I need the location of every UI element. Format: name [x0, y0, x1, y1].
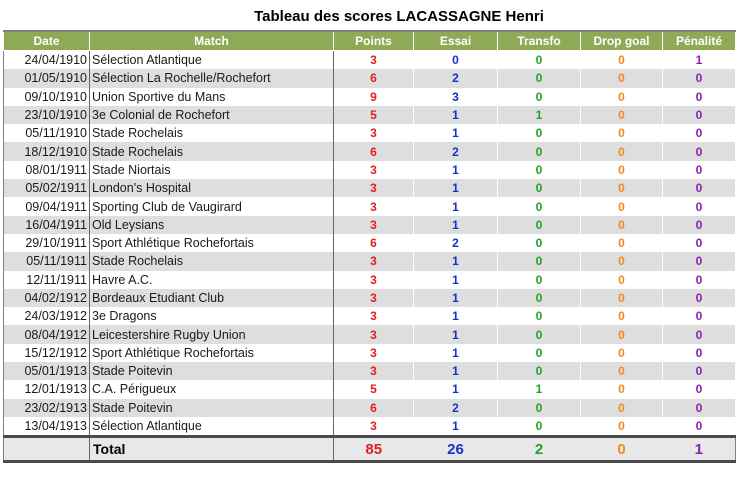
cell-drop-goal: 0 [581, 271, 663, 289]
cell-date: 09/04/1911 [4, 197, 90, 215]
cell-date: 23/02/1913 [4, 399, 90, 417]
table-row [4, 88, 736, 106]
header-penalite: Pénalité [663, 31, 736, 51]
cell-penalite: 0 [663, 252, 736, 270]
cell-penalite: 0 [663, 142, 736, 160]
cell-penalite: 1 [663, 51, 736, 70]
table-title: Tableau des scores LACASSAGNE Henri [254, 8, 544, 25]
cell-transfo: 0 [498, 271, 581, 289]
cell-transfo: 0 [498, 399, 581, 417]
cell-penalite: 0 [663, 344, 736, 362]
cell-date: 09/10/1910 [4, 88, 90, 106]
cell-match: Sporting Club de Vaugirard [90, 197, 334, 215]
table-row [4, 69, 736, 87]
table-row [4, 106, 736, 124]
cell-date: 12/01/1913 [4, 380, 90, 398]
header-match: Match [90, 31, 334, 51]
cell-drop-goal: 0 [581, 179, 663, 197]
cell-match: Sélection Atlantique [90, 417, 334, 437]
cell-drop-goal: 0 [581, 399, 663, 417]
cell-date: 24/04/1910 [4, 51, 90, 70]
cell-points: 3 [334, 307, 414, 325]
cell-penalite: 0 [663, 69, 736, 87]
cell-essai: 1 [414, 106, 498, 124]
cell-transfo: 0 [498, 234, 581, 252]
cell-penalite: 0 [663, 106, 736, 124]
cell-points: 3 [334, 197, 414, 215]
cell-date: 23/10/1910 [4, 106, 90, 124]
header-transfo: Transfo [498, 31, 581, 51]
cell-essai: 2 [414, 234, 498, 252]
cell-match: Stade Rochelais [90, 142, 334, 160]
table-row [4, 197, 736, 215]
table-row [4, 344, 736, 362]
cell-date: 05/01/1913 [4, 362, 90, 380]
cell-points: 3 [334, 344, 414, 362]
cell-penalite: 0 [663, 197, 736, 215]
cell-date: 15/12/1912 [4, 344, 90, 362]
cell-points: 6 [334, 142, 414, 160]
table-row [4, 417, 736, 437]
header-row [4, 31, 736, 51]
cell-transfo: 0 [498, 289, 581, 307]
cell-penalite: 0 [663, 234, 736, 252]
cell-essai: 0 [414, 51, 498, 70]
cell-match: Stade Rochelais [90, 124, 334, 142]
cell-transfo: 0 [498, 307, 581, 325]
score-sheet [3, 4, 735, 463]
cell-drop-goal: 0 [581, 289, 663, 307]
cell-points: 3 [334, 271, 414, 289]
cell-points: 3 [334, 362, 414, 380]
cell-drop-goal: 0 [581, 142, 663, 160]
cell-essai: 1 [414, 124, 498, 142]
header-essai: Essai [414, 31, 498, 51]
cell-transfo: 0 [498, 362, 581, 380]
cell-date: 08/01/1911 [4, 161, 90, 179]
cell-date: 18/12/1910 [4, 142, 90, 160]
cell-transfo: 1 [498, 106, 581, 124]
cell-penalite: 0 [663, 88, 736, 106]
cell-essai: 1 [414, 325, 498, 343]
cell-transfo: 0 [498, 344, 581, 362]
header-drop-goal: Drop goal [581, 31, 663, 51]
cell-points: 3 [334, 216, 414, 234]
cell-drop-goal: 0 [581, 106, 663, 124]
total-blank-cell [4, 437, 90, 462]
cell-points: 3 [334, 252, 414, 270]
cell-match: Leicestershire Rugby Union [90, 325, 334, 343]
scores-table [3, 30, 736, 463]
cell-transfo: 0 [498, 417, 581, 437]
cell-match: Sport Athlétique Rochefortais [90, 344, 334, 362]
cell-penalite: 0 [663, 362, 736, 380]
cell-transfo: 0 [498, 69, 581, 87]
total-penalite: 1 [663, 437, 736, 462]
cell-essai: 1 [414, 362, 498, 380]
cell-drop-goal: 0 [581, 362, 663, 380]
cell-essai: 1 [414, 307, 498, 325]
table-row [4, 124, 736, 142]
cell-drop-goal: 0 [581, 325, 663, 343]
table-row [4, 161, 736, 179]
cell-points: 6 [334, 234, 414, 252]
cell-match: Sport Athlétique Rochefortais [90, 234, 334, 252]
cell-essai: 1 [414, 252, 498, 270]
cell-essai: 2 [414, 69, 498, 87]
cell-drop-goal: 0 [581, 161, 663, 179]
table-row [4, 399, 736, 417]
cell-drop-goal: 0 [581, 252, 663, 270]
cell-drop-goal: 0 [581, 307, 663, 325]
cell-drop-goal: 0 [581, 216, 663, 234]
cell-match: London's Hospital [90, 179, 334, 197]
cell-points: 3 [334, 179, 414, 197]
cell-essai: 1 [414, 380, 498, 398]
cell-transfo: 0 [498, 325, 581, 343]
cell-points: 3 [334, 51, 414, 70]
table-row [4, 325, 736, 343]
cell-match: C.A. Périgueux [90, 380, 334, 398]
cell-match: Sélection Atlantique [90, 51, 334, 70]
cell-points: 6 [334, 69, 414, 87]
cell-points: 3 [334, 289, 414, 307]
cell-essai: 1 [414, 197, 498, 215]
cell-essai: 1 [414, 161, 498, 179]
table-row [4, 234, 736, 252]
total-label: Total [90, 437, 334, 462]
table-row [4, 307, 736, 325]
cell-points: 5 [334, 106, 414, 124]
cell-penalite: 0 [663, 271, 736, 289]
cell-essai: 1 [414, 216, 498, 234]
cell-match: Union Sportive du Mans [90, 88, 334, 106]
cell-essai: 1 [414, 289, 498, 307]
cell-date: 05/11/1911 [4, 252, 90, 270]
scores-body [4, 51, 736, 437]
cell-date: 13/04/1913 [4, 417, 90, 437]
cell-penalite: 0 [663, 216, 736, 234]
total-points: 85 [334, 437, 414, 462]
cell-transfo: 0 [498, 179, 581, 197]
cell-transfo: 0 [498, 252, 581, 270]
cell-points: 6 [334, 399, 414, 417]
cell-match: Stade Poitevin [90, 362, 334, 380]
cell-match: Sélection La Rochelle/Rochefort [90, 69, 334, 87]
cell-penalite: 0 [663, 179, 736, 197]
cell-penalite: 0 [663, 161, 736, 179]
cell-penalite: 0 [663, 417, 736, 437]
cell-date: 01/05/1910 [4, 69, 90, 87]
cell-match: Havre A.C. [90, 271, 334, 289]
table-row [4, 216, 736, 234]
total-essai: 26 [414, 437, 498, 462]
table-row [4, 179, 736, 197]
cell-drop-goal: 0 [581, 234, 663, 252]
cell-match: 3e Colonial de Rochefort [90, 106, 334, 124]
cell-date: 16/04/1911 [4, 216, 90, 234]
cell-drop-goal: 0 [581, 88, 663, 106]
cell-points: 3 [334, 124, 414, 142]
cell-transfo: 0 [498, 161, 581, 179]
cell-date: 24/03/1912 [4, 307, 90, 325]
cell-drop-goal: 0 [581, 69, 663, 87]
cell-essai: 1 [414, 344, 498, 362]
cell-points: 3 [334, 161, 414, 179]
cell-drop-goal: 0 [581, 417, 663, 437]
cell-date: 08/04/1912 [4, 325, 90, 343]
cell-penalite: 0 [663, 380, 736, 398]
cell-essai: 1 [414, 179, 498, 197]
cell-penalite: 0 [663, 307, 736, 325]
cell-transfo: 0 [498, 216, 581, 234]
cell-date: 05/02/1911 [4, 179, 90, 197]
cell-transfo: 0 [498, 197, 581, 215]
cell-match: Old Leysians [90, 216, 334, 234]
table-row [4, 252, 736, 270]
cell-match: Stade Niortais [90, 161, 334, 179]
table-row [4, 271, 736, 289]
cell-transfo: 0 [498, 88, 581, 106]
table-row [4, 380, 736, 398]
cell-essai: 2 [414, 142, 498, 160]
header-points: Points [334, 31, 414, 51]
cell-transfo: 0 [498, 51, 581, 70]
cell-transfo: 0 [498, 124, 581, 142]
cell-transfo: 0 [498, 142, 581, 160]
cell-points: 3 [334, 417, 414, 437]
cell-date: 04/02/1912 [4, 289, 90, 307]
cell-drop-goal: 0 [581, 380, 663, 398]
total-transfo: 2 [498, 437, 581, 462]
cell-penalite: 0 [663, 325, 736, 343]
cell-transfo: 1 [498, 380, 581, 398]
cell-date: 05/11/1910 [4, 124, 90, 142]
total-drop-goal: 0 [581, 437, 663, 462]
table-row [4, 142, 736, 160]
cell-points: 9 [334, 88, 414, 106]
total-row [4, 437, 736, 462]
header-date: Date [4, 31, 90, 51]
cell-drop-goal: 0 [581, 124, 663, 142]
table-row [4, 289, 736, 307]
cell-match: Bordeaux Etudiant Club [90, 289, 334, 307]
cell-essai: 1 [414, 417, 498, 437]
cell-date: 29/10/1911 [4, 234, 90, 252]
cell-essai: 2 [414, 399, 498, 417]
cell-essai: 3 [414, 88, 498, 106]
cell-date: 12/11/1911 [4, 271, 90, 289]
cell-drop-goal: 0 [581, 51, 663, 70]
cell-drop-goal: 0 [581, 344, 663, 362]
cell-match: 3e Dragons [90, 307, 334, 325]
cell-points: 3 [334, 325, 414, 343]
cell-penalite: 0 [663, 124, 736, 142]
cell-essai: 1 [414, 271, 498, 289]
cell-points: 5 [334, 380, 414, 398]
table-row [4, 51, 736, 70]
cell-penalite: 0 [663, 399, 736, 417]
cell-penalite: 0 [663, 289, 736, 307]
cell-match: Stade Rochelais [90, 252, 334, 270]
cell-drop-goal: 0 [581, 197, 663, 215]
table-row [4, 362, 736, 380]
cell-match: Stade Poitevin [90, 399, 334, 417]
